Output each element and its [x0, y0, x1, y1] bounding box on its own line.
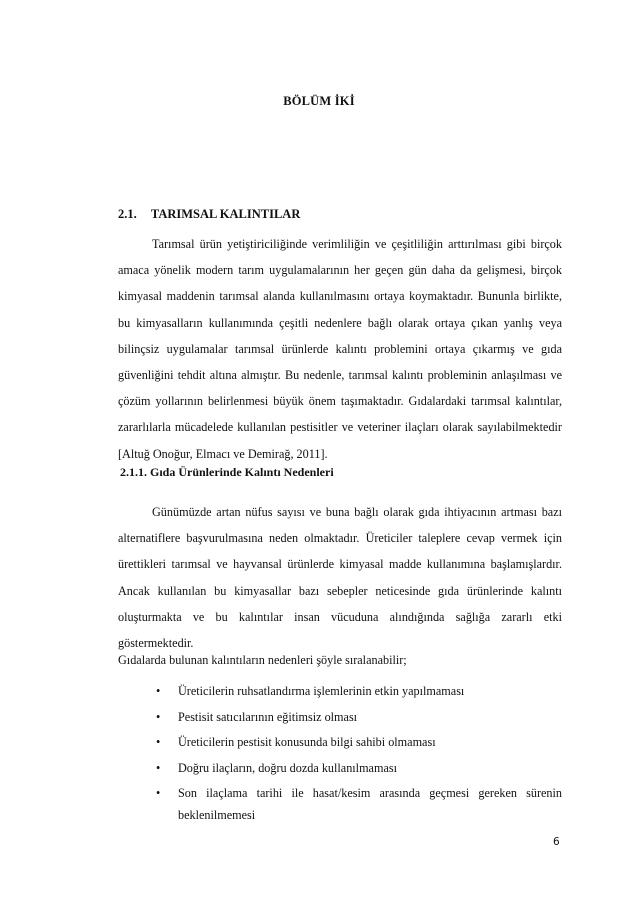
list-item: [118, 706, 562, 728]
list-item: [118, 757, 562, 779]
chapter-title: BÖLÜM İKİ: [283, 94, 355, 108]
section-number: 2.1.: [118, 207, 137, 221]
paragraph-2: Günümüzde artan nüfus sayısı ve buna bağlı olarak gıda ihtiyacının artması bazı alternatiflere başvurulmasına neden olmaktadır. Üreticiler taleplere cevap vermek için ürettikleri tarımsal ve hayvansal ürünlerde kimyasal madde kullanımına başlamışlardır. Ancak kullanılan bu kimyasallar bazı sebepler neticesinde gıda ürünlerinde kalıntı oluşturmakta ve bu kalıntılar insan vücuduna alındığında sağlığa zararlı etki göstermektedir.: [118, 505, 562, 651]
list-item: [118, 782, 562, 826]
list-item-text: Son ilaçlama tarihi ile hasat/kesim arasında geçmesi gereken sürenin beklenilmemesi: [178, 786, 562, 822]
bullet-icon: •: [156, 735, 161, 749]
causes-list: [118, 680, 562, 830]
list-item-text: Pestisit satıcılarının eğitimsiz olması: [178, 709, 358, 724]
page-number: 6: [553, 836, 560, 848]
bullet-icon: •: [156, 760, 161, 775]
section-title: TARIMSAL KALINTILAR: [150, 207, 301, 221]
bullet-icon: •: [156, 786, 161, 800]
list-item-text: Üreticilerin pestisit konusunda bilgi sahibi olmaması: [178, 735, 436, 749]
list-item-text: Doğru ilaçların, doğru dozda kullanılmaması: [178, 760, 397, 775]
bullet-icon: •: [156, 684, 161, 698]
paragraph-3: Gıdalarda bulunan kalıntıların nedenleri şöyle sıralanabilir;: [118, 653, 407, 667]
bullet-icon: •: [156, 709, 161, 724]
paragraph-1: Tarımsal ürün yetiştiriciliğinde verimliliğin ve çeşitliliğin arttırılması gibi birçok amaca yönelik modern tarım uygulamalarının her geçen gün daha da gelişmesi, birçok kimyasal maddenin tarımsal alanda kullanılmasını ortaya koymaktadır. Bununla birlikte, bu kimyasalların kullanımında çeşitli nedenlere bağlı olarak ortaya çıkan yanlış veya bilinçsiz uygulamalar tarımsal ürünlerde kalıntı problemini ortaya çıkarmış ve gıda güvenliğini tehdit altına almıştır. Bu nedenle, tarımsal kalıntı probleminin anlaşılması ve çözüm yollarının belirlenmesi büyük önem taşımaktadır. Gıdalardaki tarımsal kalıntılar, zararlılarla mücadelede kullanılan pestisitler ve veteriner ilaçları olarak sayılabilmektedir [Altuğ Onoğur, Elmacı ve Demirağ, 2011].: [118, 237, 562, 461]
list-item: [118, 731, 562, 753]
list-item-text: Üreticilerin ruhsatlandırma işlemlerinin etkin yapılmaması: [178, 684, 465, 698]
section-heading: [118, 207, 300, 222]
subsection-heading: 2.1.1. Gıda Ürünlerinde Kalıntı Nedenleri: [120, 465, 334, 479]
list-item: [118, 680, 562, 702]
